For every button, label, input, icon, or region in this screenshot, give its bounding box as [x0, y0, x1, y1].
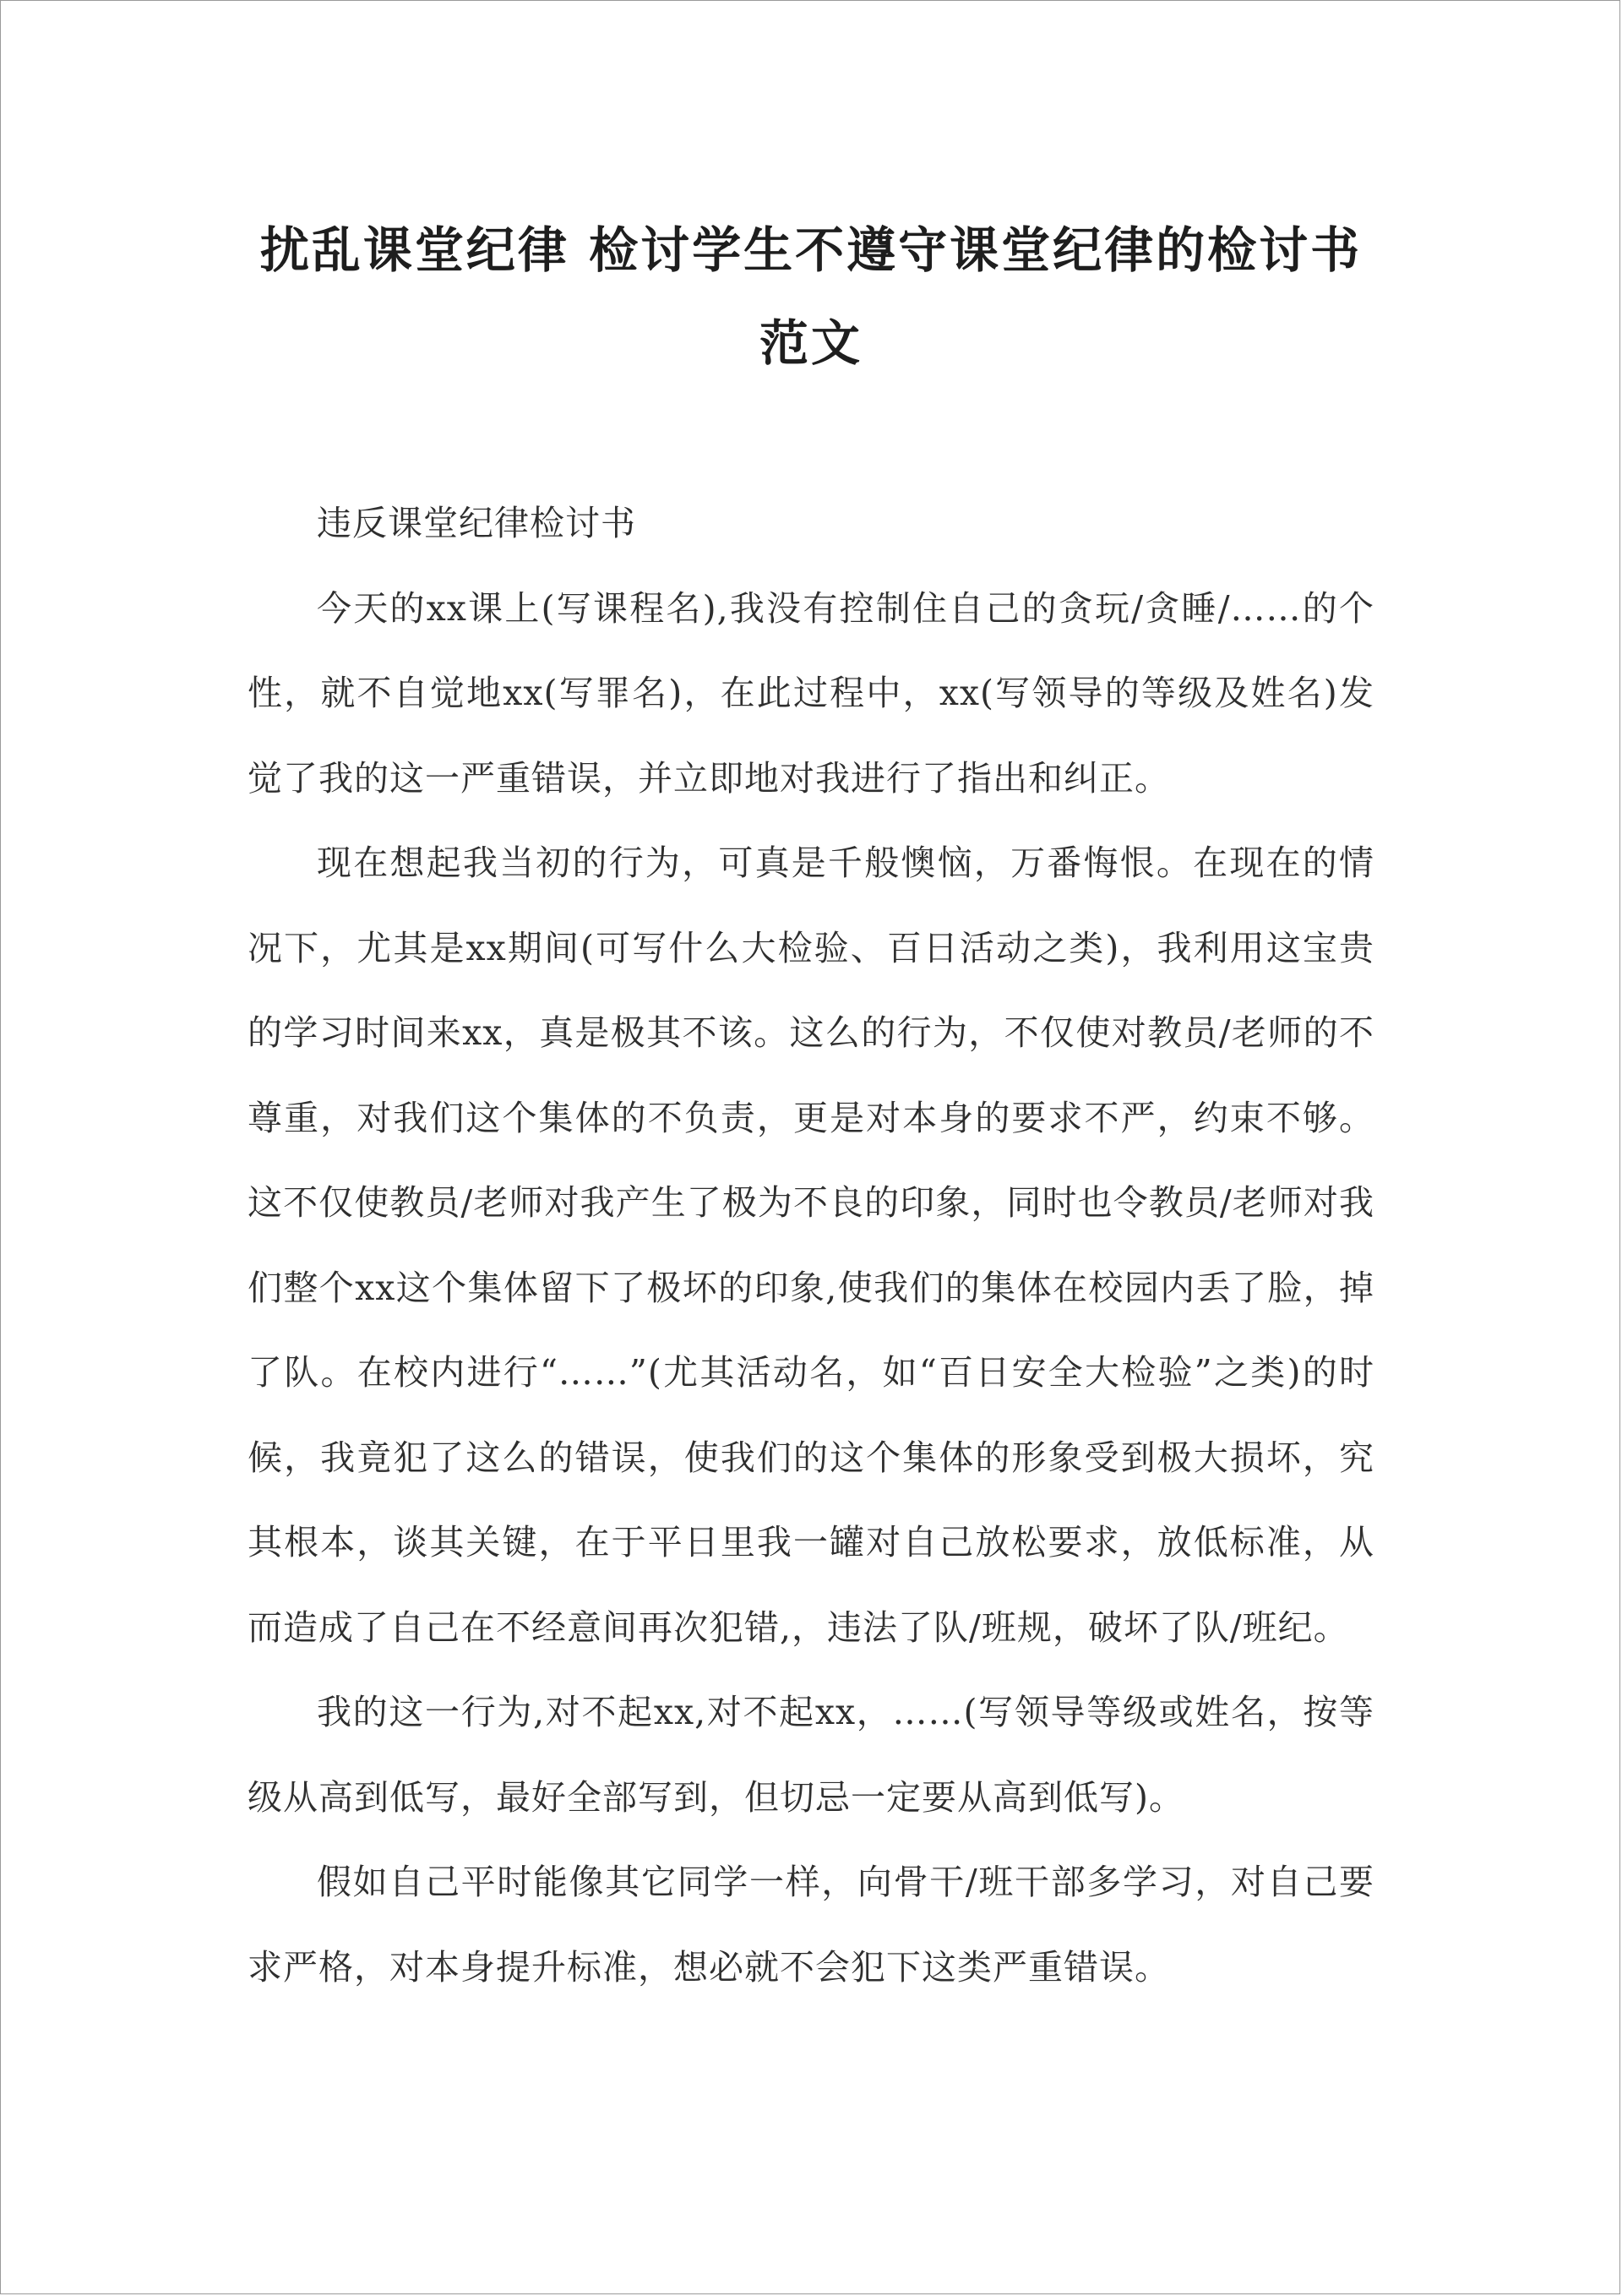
paragraph: 假如自己平时能像其它同学一样，向骨干/班干部多学习，对自己要求严格，对本身提升标准，想必就不会犯下这类严重错误。: [248, 1862, 1374, 1988]
paragraph: 我的这一行为,对不起xx,对不起xx，……(写领导等级或姓名，按等级从高到低写，最好全部写到，但切忌一定要从高到低写)。: [248, 1692, 1374, 1818]
document-text: [248, 481, 1374, 2010]
document-title: 扰乱课堂纪律 检讨学生不遵守课堂纪律的检讨书范文: [259, 221, 1363, 372]
paragraph: 今天的xx课上(写课程名),我没有控制住自己的贪玩/贪睡/……的个性，就不自觉地xx(写罪名)，在此过程中，xx(写领导的等级及姓名)发觉了我的这一严重错误，并立即地对我进行了指出和纠正。: [248, 587, 1374, 799]
paragraph: 现在想起我当初的行为，可真是千般懊恼，万番悔恨。在现在的情况下，尤其是xx期间(可写什么大检验、百日活动之类)，我利用这宝贵的学习时间来xx，真是极其不该。这么的行为，不仅使对教员/老师的不尊重，对我们这个集体的不负责，更是对本身的要求不严，约束不够。这不仅使教员/老师对我产生了极为不良的印象，同时也令教员/老师对我们整个xx这个集体留下了极坏的印象,使我们的集体在校园内丢了脸，掉了队。在校内进行“……”(尤其活动名，如“百日安全大检验”之类)的时候，我竟犯了这么的错误，使我们的这个集体的形象受到极大损坏，究其根本，谈其关键，在于平日里我一罐对自己放松要求，放低标准，从而造成了自己在不经意间再次犯错,，违法了队/班规，破坏了队/班纪。: [248, 843, 1374, 1648]
paragraph-heading: 违反课堂纪律检讨书: [317, 503, 636, 543]
document-body: [248, 204, 1374, 2010]
